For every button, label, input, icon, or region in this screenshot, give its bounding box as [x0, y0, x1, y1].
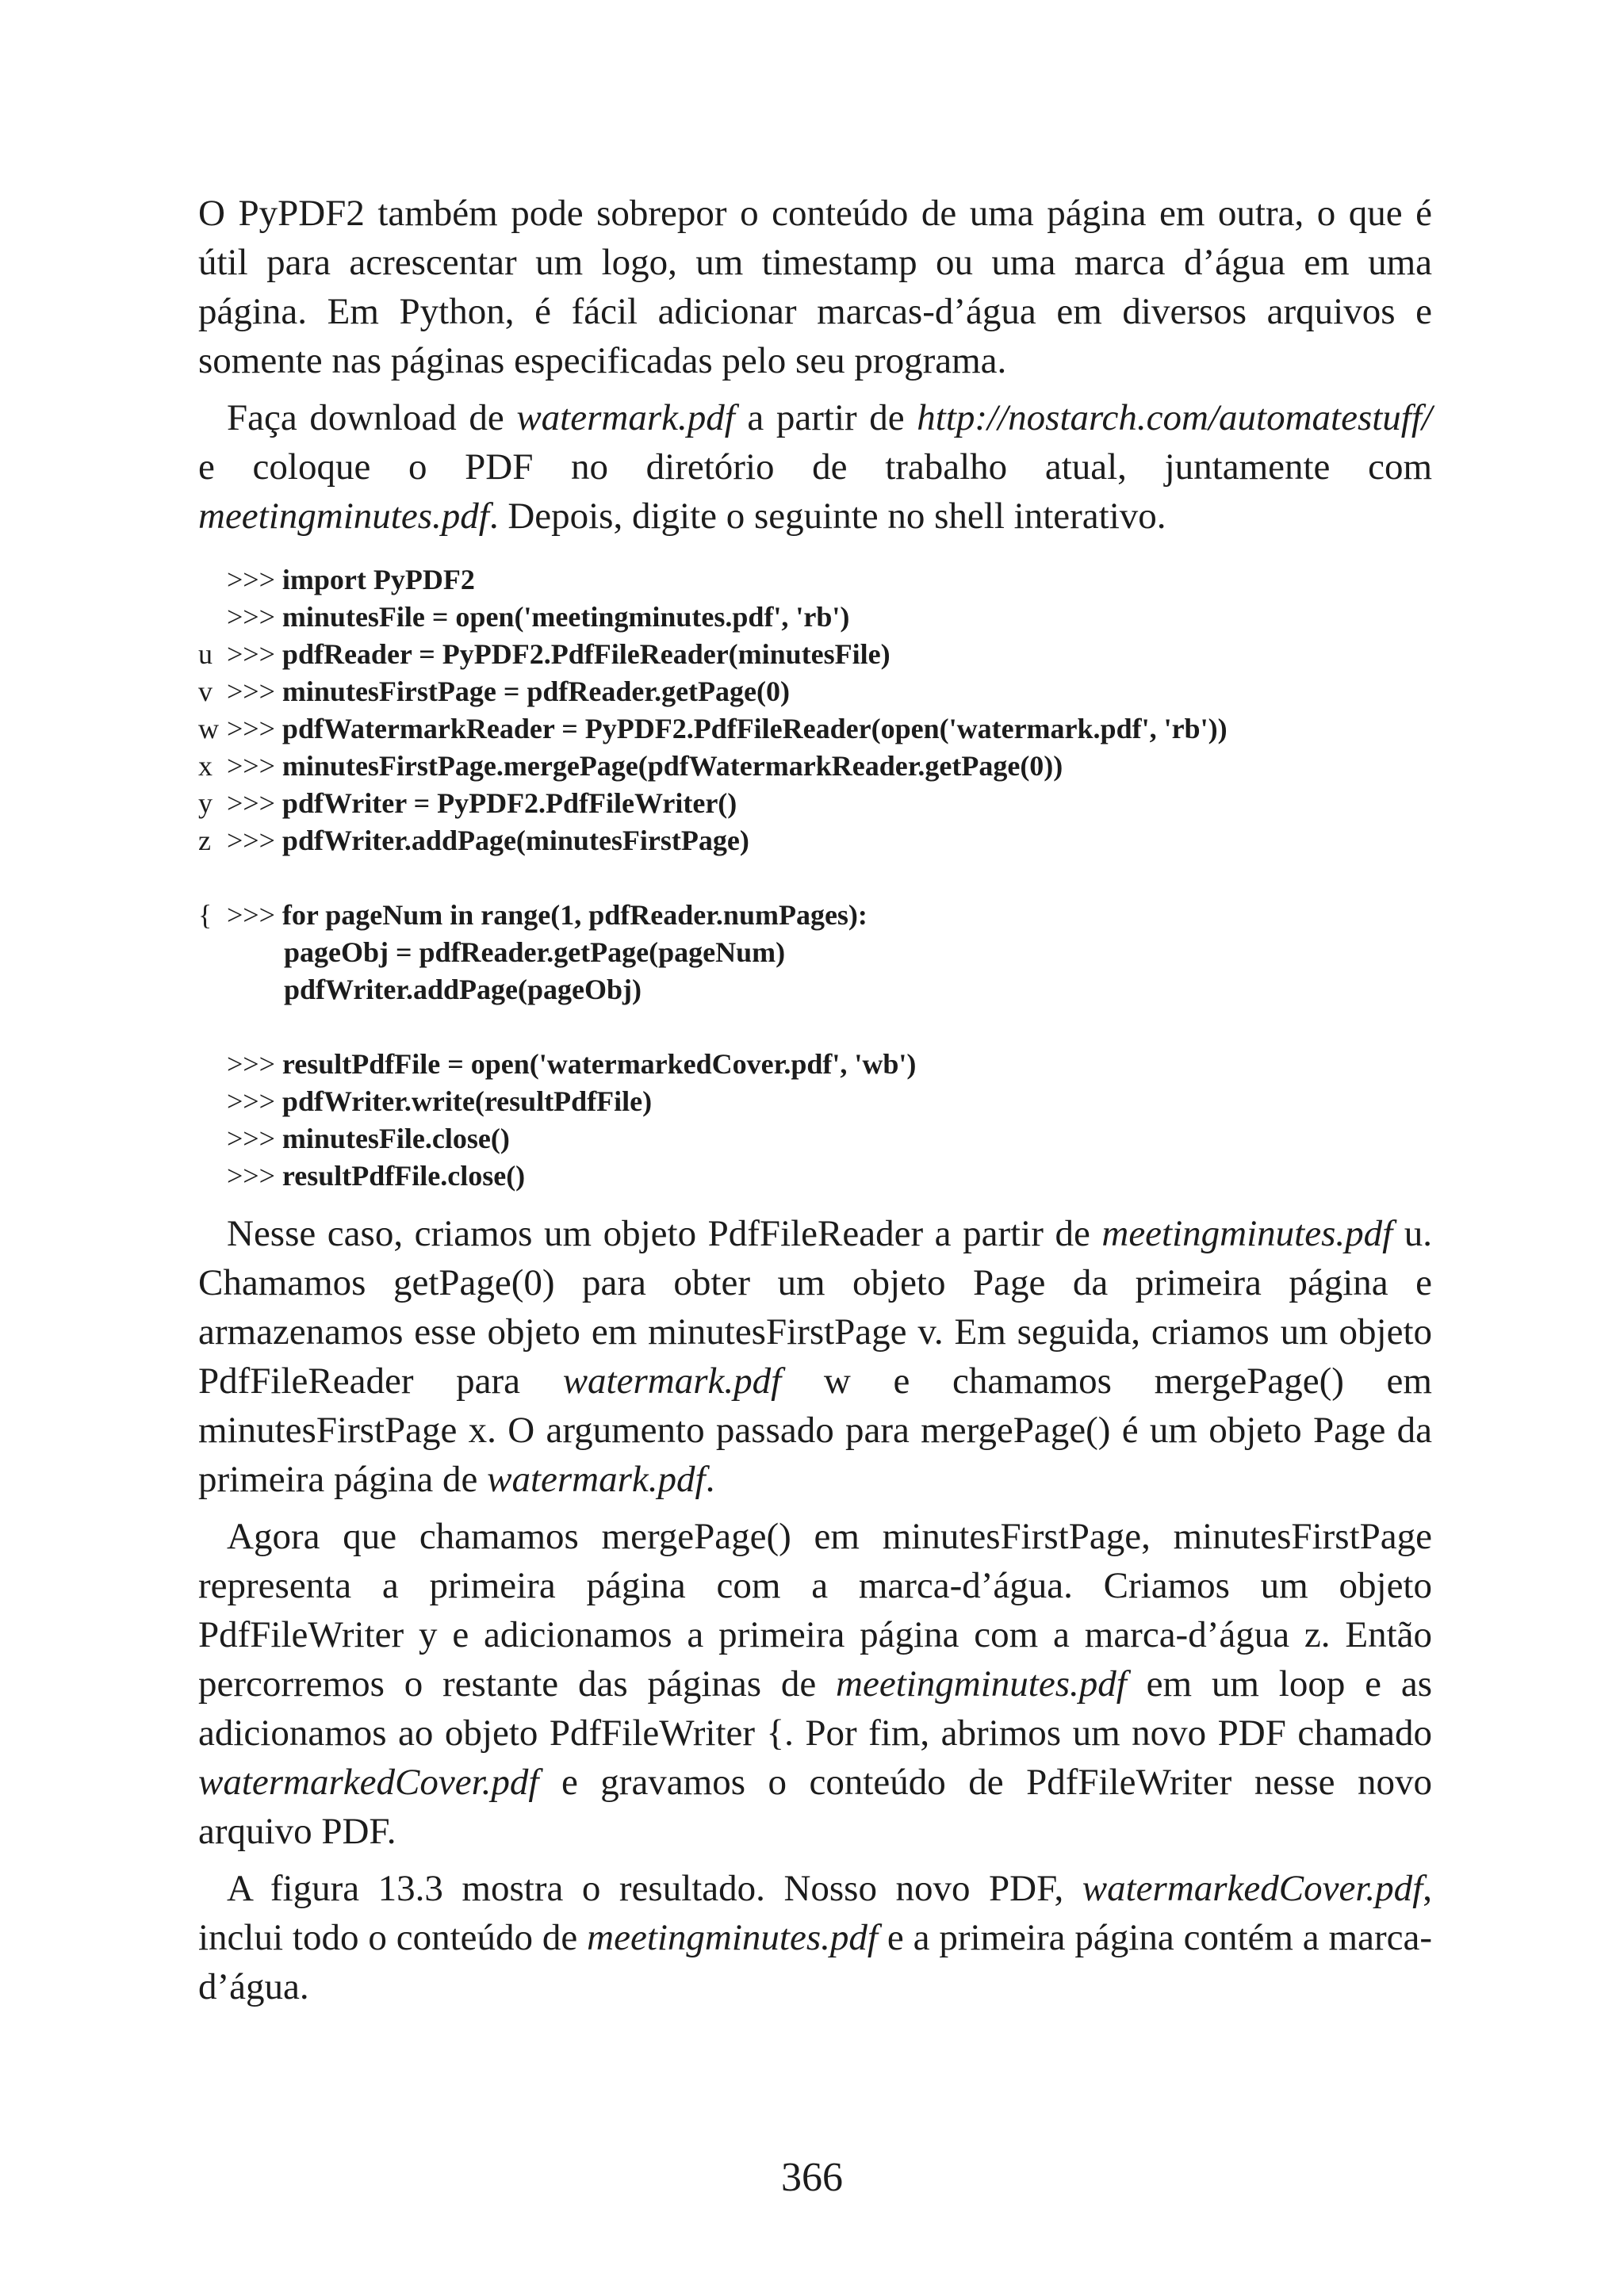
code-prompt: >>> — [227, 1123, 282, 1154]
paragraph-result — [198, 1864, 1432, 2011]
text: a partir de — [734, 397, 917, 438]
code-line — [198, 748, 1432, 785]
page-number: 366 — [781, 2155, 843, 2200]
filename: meetingminutes.pdf — [587, 1917, 878, 1958]
code-marker: w — [198, 713, 219, 744]
paragraph-download — [198, 393, 1432, 541]
filename: watermark.pdf — [562, 1360, 782, 1402]
code-line — [198, 1083, 1432, 1120]
filename: meetingminutes.pdf — [198, 496, 489, 537]
code-line — [198, 934, 1432, 971]
text: Agora que chamamos mergePage() em minutesFirstPage, minutesFirstPage representa a primeira página com a marca-d’água. Criamos um objeto PdfFileWriter y e adicionamos a primeira página com a marca-d’água z. Então percorremos o restante das páginas de — [198, 1516, 1432, 1705]
code-marker: { — [198, 899, 213, 931]
text: , inclui todo o conteúdo de — [198, 1868, 1432, 1958]
code-command: pdfWriter = PyPDF2.PdfFileWriter() — [282, 787, 737, 819]
text: . — [705, 1459, 715, 1500]
text: u. Chamamos getPage(0) para obter um objeto Page da primeira página e armazenamos esse objeto em minutesFirstPage v. Em seguida, criamos um objeto PdfFileReader para — [198, 1213, 1432, 1402]
filename: meetingminutes.pdf — [836, 1663, 1127, 1705]
code-prompt: >>> — [227, 713, 282, 744]
code-prompt: >>> — [227, 1160, 282, 1192]
code-line — [198, 636, 1432, 673]
code-line — [198, 822, 1432, 859]
code-prompt: >>> — [227, 825, 282, 856]
text: e a primeira página contém a marca-d’água. — [198, 1917, 1432, 2007]
code-prompt: >>> — [227, 1085, 282, 1117]
text: Faça download de — [227, 397, 517, 438]
text: em um loop e as adicionamos ao objeto PdfFileWriter {. Por fim, abrimos um novo PDF chamado — [198, 1663, 1432, 1754]
url: http://nostarch.com/automatestuff/ — [917, 397, 1432, 438]
code-line — [198, 599, 1432, 636]
code-prompt: >>> — [227, 564, 282, 595]
code-command: minutesFile.close() — [282, 1123, 510, 1154]
code-prompt: >>> — [227, 601, 282, 633]
text: Nesse caso, criamos um objeto PdfFileReader a partir de — [227, 1213, 1102, 1254]
code-command: minutesFile = open('meetingminutes.pdf', 'rb') — [282, 601, 850, 633]
code-line — [198, 561, 1432, 599]
code-marker: u — [198, 638, 213, 670]
code-line — [198, 859, 1432, 897]
code-marker: y — [198, 787, 213, 819]
code-marker: x — [198, 750, 213, 782]
text: e gravamos o conteúdo de PdfFileWriter nesse novo arquivo PDF. — [198, 1762, 1432, 1852]
paragraph-intro: O PyPDF2 também pode sobrepor o conteúdo de uma página em outra, o que é útil para acrescentar um logo, um timestamp ou uma marca d’água em uma página. Em Python, é fácil adicionar marcas-d’água em diversos arquivos e somente nas páginas especificadas pelo seu programa. — [198, 193, 1432, 381]
code-line — [198, 1008, 1432, 1046]
code-command: pdfWatermarkReader = PyPDF2.PdfFileReader(open('watermark.pdf', 'rb')) — [282, 713, 1228, 744]
text: A figura 13.3 mostra o resultado. Nosso novo PDF, — [227, 1868, 1082, 1909]
code-command: resultPdfFile = open('watermarkedCover.pdf', 'wb') — [282, 1048, 917, 1080]
code-marker: v — [198, 675, 213, 707]
text: w e chamamos mergePage() em minutesFirstPage x. O argumento passado para mergePage() é um objeto Page da primeira página de — [198, 1360, 1432, 1500]
code-line — [198, 710, 1432, 748]
filename: watermarkedCover.pdf — [1082, 1868, 1423, 1909]
code-prompt: >>> — [227, 675, 282, 707]
code-line — [198, 785, 1432, 822]
code-command: pageObj = pdfReader.getPage(pageNum) — [227, 936, 786, 968]
filename: watermarkedCover.pdf — [198, 1762, 539, 1803]
code-command: minutesFirstPage.mergePage(pdfWatermarkReader.getPage(0)) — [282, 750, 1063, 782]
code-prompt: >>> — [227, 787, 282, 819]
code-command: pdfWriter.addPage(minutesFirstPage) — [282, 825, 749, 856]
code-command: pdfWriter.write(resultPdfFile) — [282, 1085, 653, 1117]
code-prompt: >>> — [227, 750, 282, 782]
code-line — [198, 1120, 1432, 1158]
code-prompt: >>> — [227, 638, 282, 670]
code-command: import PyPDF2 — [282, 564, 475, 595]
code-line — [198, 1158, 1432, 1195]
code-command: pdfWriter.addPage(pageObj) — [227, 974, 642, 1005]
code-line — [198, 971, 1432, 1008]
page-content — [198, 189, 1432, 2019]
code-prompt: >>> — [227, 899, 282, 931]
code-listing — [198, 561, 1432, 1195]
code-command: resultPdfFile.close() — [282, 1160, 526, 1192]
filename: watermark.pdf — [516, 397, 735, 438]
code-line — [198, 897, 1432, 934]
code-command: for pageNum in range(1, pdfReader.numPages): — [282, 899, 868, 931]
paragraph-merge — [198, 1512, 1432, 1856]
paragraph-explanation — [198, 1209, 1432, 1504]
filename: watermark.pdf — [487, 1459, 706, 1500]
code-marker: z — [198, 825, 211, 856]
code-prompt: >>> — [227, 1048, 282, 1080]
text: . Depois, digite o seguinte no shell interativo. — [488, 496, 1166, 537]
code-line — [198, 1046, 1432, 1083]
text: e coloque o PDF no diretório de trabalho atual, juntamente com — [198, 446, 1432, 488]
filename: meetingminutes.pdf — [1101, 1213, 1393, 1254]
code-command: pdfReader = PyPDF2.PdfFileReader(minutesFile) — [282, 638, 891, 670]
code-line — [198, 673, 1432, 710]
code-command: minutesFirstPage = pdfReader.getPage(0) — [282, 675, 790, 707]
